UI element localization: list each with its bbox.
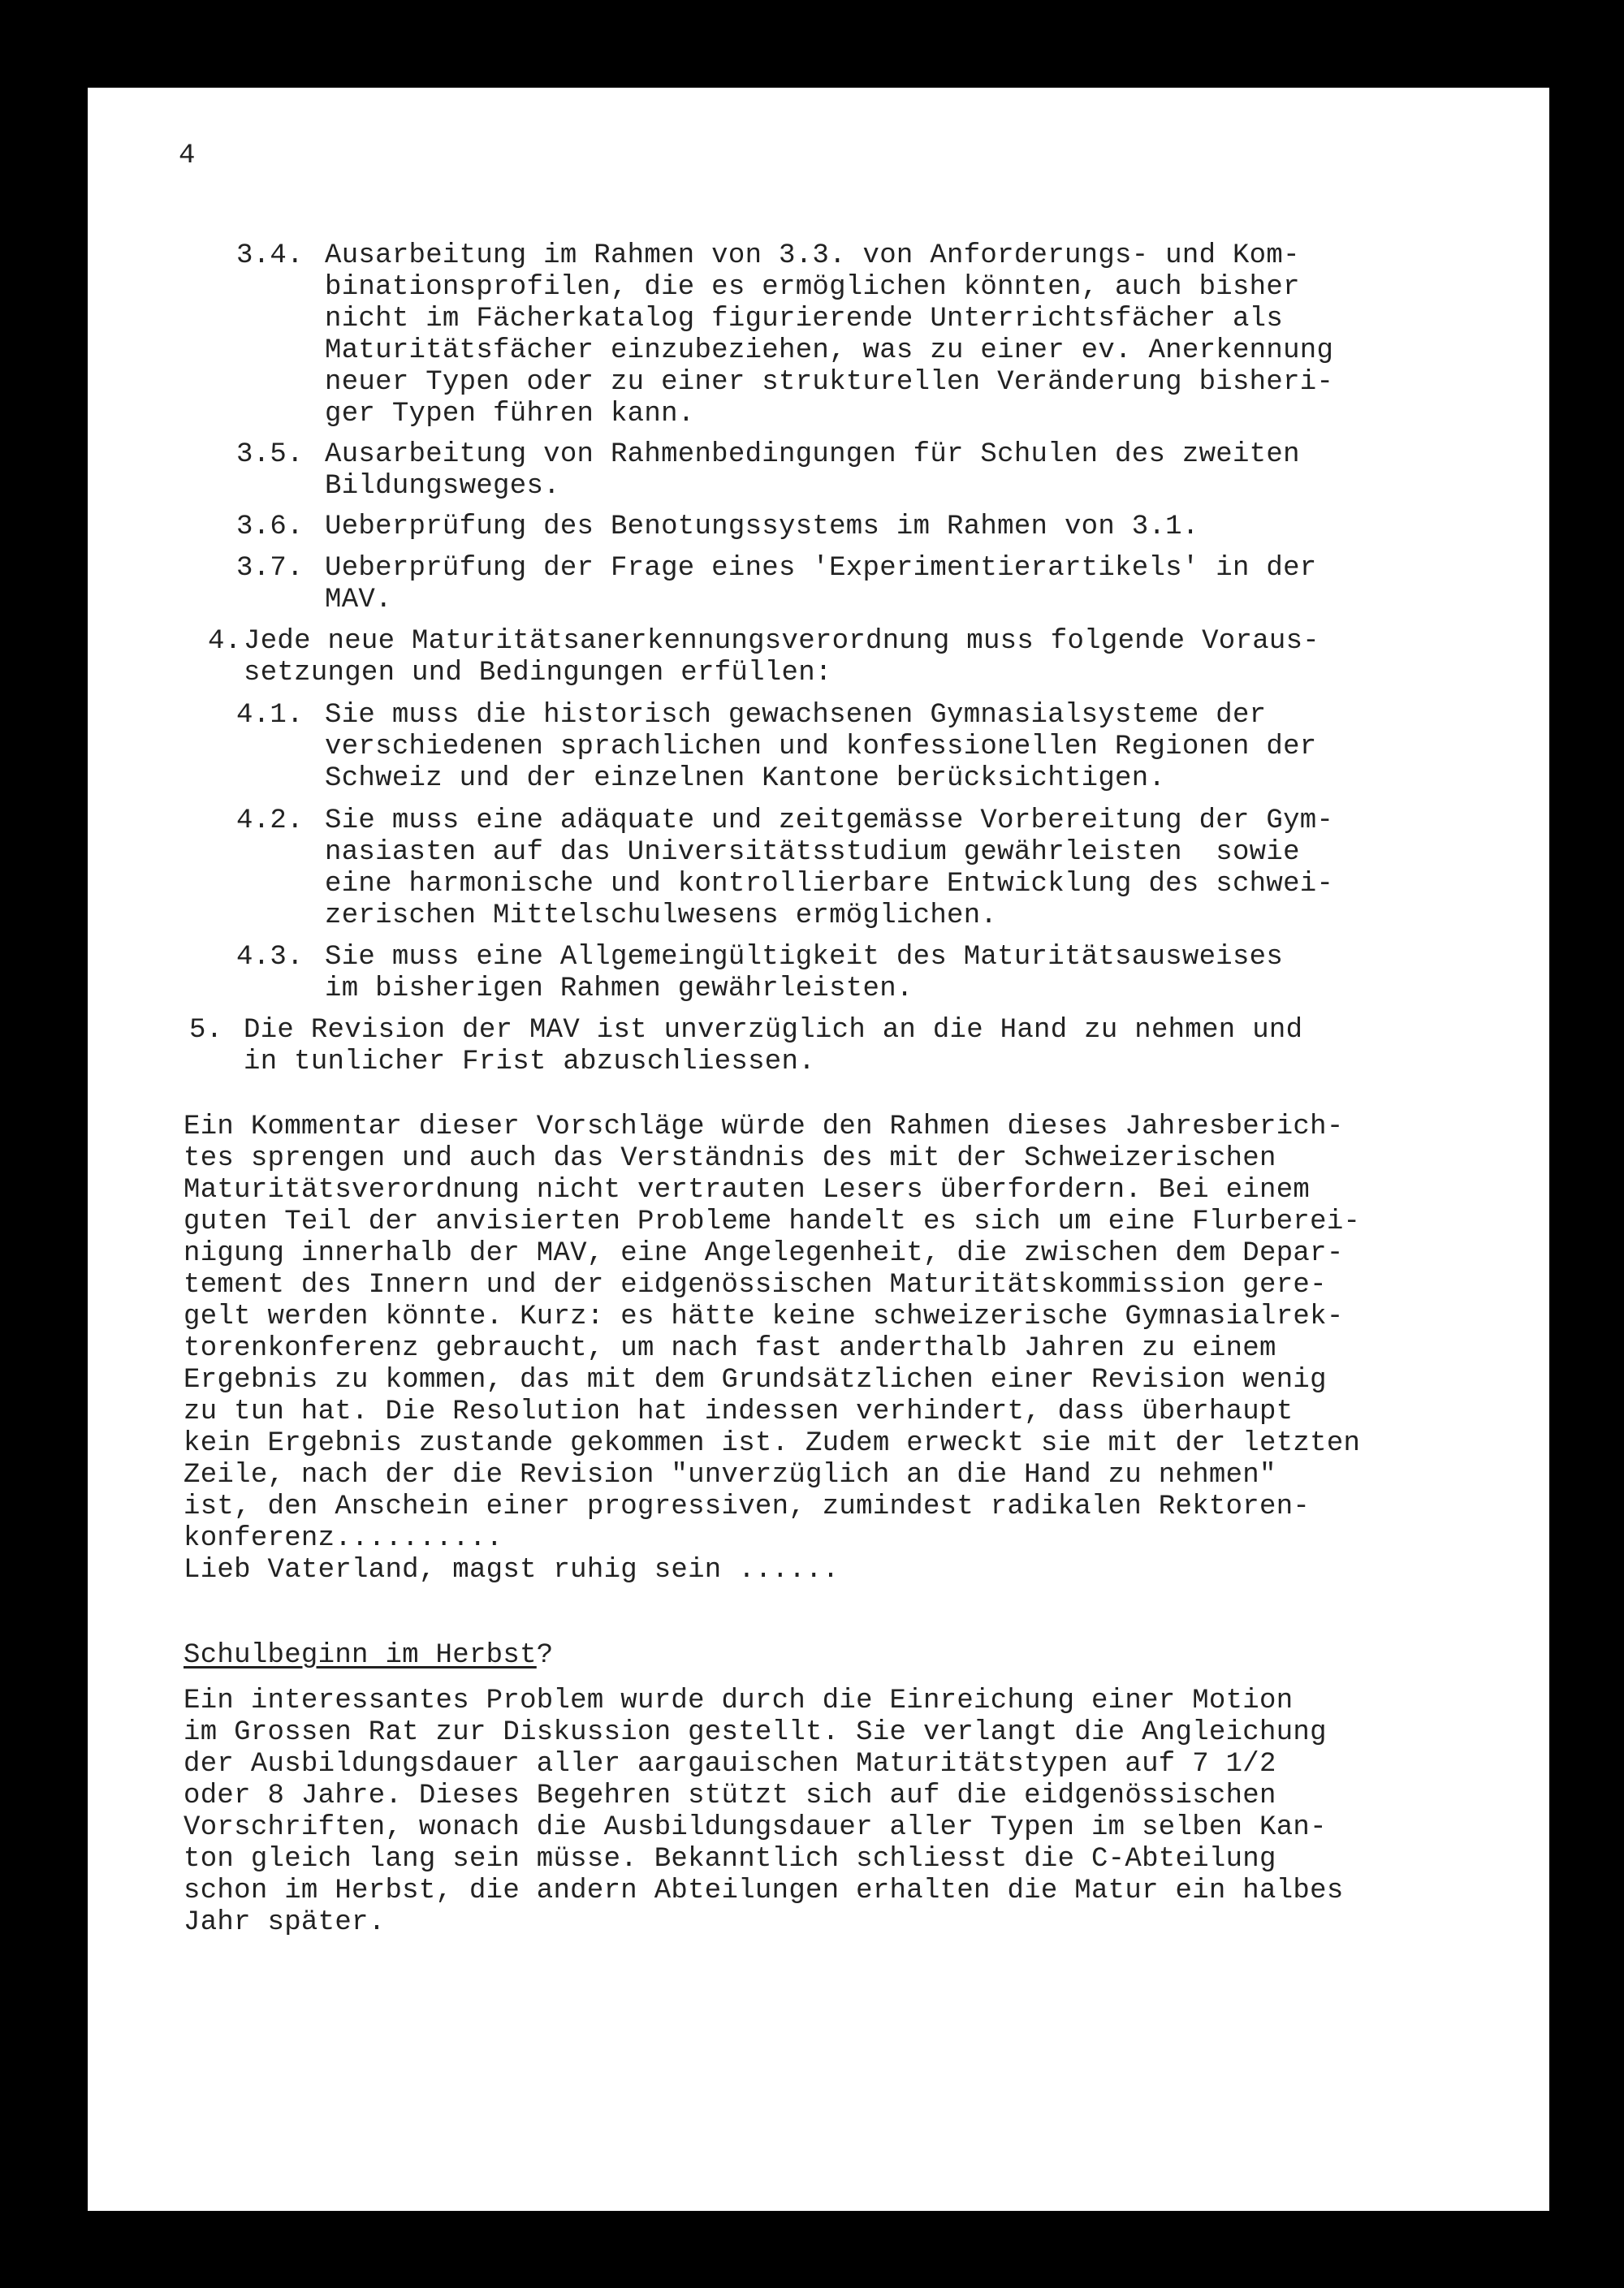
item-text-line: MAV. — [325, 585, 392, 615]
paragraph-line: guten Teil der anvisierten Probleme handelt es sich um eine Flurberei- — [184, 1207, 1361, 1237]
paragraph-line: Lieb Vaterland, magst ruhig sein ...... — [184, 1555, 840, 1586]
item-text-line: binationsprofilen, die es ermöglichen könnten, auch bisher — [325, 272, 1300, 303]
item-text-line: eine harmonische und kontrollierbare Entwicklung des schwei- — [325, 869, 1334, 900]
item-text-line: Ausarbeitung im Rahmen von 3.3. von Anforderungs- und Kom- — [325, 240, 1300, 271]
item-text-line: ger Typen führen kann. — [325, 399, 695, 430]
item-number: 3.4. — [236, 240, 304, 271]
paragraph-line: Ein interessantes Problem wurde durch die Einreichung einer Motion — [184, 1686, 1294, 1716]
paragraph-line: tement des Innern und der eidgenössischen Maturitätskommission gere- — [184, 1270, 1327, 1301]
paragraph-line: gelt werden könnte. Kurz: es hätte keine schweizerische Gymnasialrek- — [184, 1302, 1344, 1332]
paragraph-line: im Grossen Rat zur Diskussion gestellt. Sie verlangt die Angleichung — [184, 1717, 1327, 1748]
item-text-line: setzungen und Bedingungen erfüllen: — [244, 658, 832, 689]
item-number: 3.6. — [236, 512, 304, 542]
item-text-line: zerischen Mittelschulwesens ermöglichen. — [325, 900, 998, 931]
item-text-line: neuer Typen oder zu einer strukturellen Veränderung bisheri- — [325, 367, 1334, 398]
item-text-line: Ueberprüfung des Benotungssystems im Rahmen von 3.1. — [325, 512, 1199, 542]
paragraph-line: torenkonferenz gebraucht, um nach fast anderthalb Jahren zu einem — [184, 1333, 1276, 1364]
item-number: 4.3. — [236, 942, 304, 973]
paragraph-line: kein Ergebnis zustande gekommen ist. Zudem erweckt sie mit der letzten — [184, 1428, 1361, 1459]
item-number: 4.2. — [236, 805, 304, 836]
paragraph-line: Zeile, nach der die Revision "unverzüglich an die Hand zu nehmen" — [184, 1460, 1276, 1491]
item-number: 5. — [189, 1015, 223, 1046]
paragraph-line: schon im Herbst, die andern Abteilungen erhalten die Matur ein halbes — [184, 1876, 1344, 1906]
item-text-line: Die Revision der MAV ist unverzüglich an die Hand zu nehmen und — [244, 1015, 1303, 1046]
item-text-line: nasiasten auf das Universitätsstudium gewährleisten sowie — [325, 837, 1300, 868]
section-heading-mark: ? — [536, 1640, 554, 1671]
document-page — [88, 88, 1549, 2211]
paragraph-line: oder 8 Jahre. Dieses Begehren stützt sich auf die eidgenössischen — [184, 1781, 1276, 1811]
item-text-line: in tunlicher Frist abzuschliessen. — [244, 1047, 815, 1077]
paragraph-line: Jahr später. — [184, 1907, 386, 1938]
item-text-line: Sie muss die historisch gewachsenen Gymnasialsysteme der — [325, 700, 1267, 731]
page-number: 4 — [179, 140, 196, 171]
item-text-line: verschiedenen sprachlichen und konfessionellen Regionen der — [325, 732, 1317, 762]
paragraph-line: Ein Kommentar dieser Vorschläge würde den Rahmen dieses Jahresberich- — [184, 1112, 1344, 1142]
item-text-line: Jede neue Maturitätsanerkennungsverordnung muss folgende Voraus- — [244, 626, 1320, 657]
paragraph-line: Maturitätsverordnung nicht vertrauten Lesers überfordern. Bei einem — [184, 1175, 1311, 1206]
paragraph-line: konferenz.......... — [184, 1523, 503, 1554]
item-text-line: Bildungsweges. — [325, 471, 560, 502]
item-text-line: Schweiz und der einzelnen Kantone berücksichtigen. — [325, 763, 1166, 794]
section-heading-text: Schulbeginn im Herbst — [184, 1640, 537, 1671]
item-number: 4. — [208, 626, 242, 657]
section-heading — [184, 1640, 554, 1671]
item-number: 3.5. — [236, 439, 304, 470]
item-text-line: nicht im Fächerkatalog figurierende Unterrichtsfächer als — [325, 304, 1284, 335]
item-text-line: Sie muss eine adäquate und zeitgemässe Vorbereitung der Gym- — [325, 805, 1334, 836]
paragraph-line: ton gleich lang sein müsse. Bekanntlich schliesst die C-Abteilung — [184, 1844, 1276, 1875]
paragraph-line: ist, den Anschein einer progressiven, zumindest radikalen Rektoren- — [184, 1492, 1311, 1522]
item-number: 3.7. — [236, 553, 304, 584]
paragraph-line: zu tun hat. Die Resolution hat indessen verhindert, dass überhaupt — [184, 1397, 1294, 1427]
item-text-line: Maturitätsfächer einzubeziehen, was zu einer ev. Anerkennung — [325, 335, 1334, 366]
item-text-line: Sie muss eine Allgemeingültigkeit des Maturitätsausweises — [325, 942, 1284, 973]
paragraph-line: Ergebnis zu kommen, das mit dem Grundsätzlichen einer Revision wenig — [184, 1365, 1327, 1396]
item-number: 4.1. — [236, 700, 304, 731]
paragraph-line: Vorschriften, wonach die Ausbildungsdauer aller Typen im selben Kan- — [184, 1812, 1327, 1843]
item-text-line: Ueberprüfung der Frage eines 'Experimentierartikels' in der — [325, 553, 1317, 584]
item-text-line: im bisherigen Rahmen gewährleisten. — [325, 973, 914, 1004]
paragraph-line: nigung innerhalb der MAV, eine Angelegenheit, die zwischen dem Depar- — [184, 1238, 1344, 1269]
paragraph-line: der Ausbildungsdauer aller aargauischen Maturitätstypen auf 7 1/2 — [184, 1749, 1276, 1780]
item-text-line: Ausarbeitung von Rahmenbedingungen für Schulen des zweiten — [325, 439, 1300, 470]
paragraph-line: tes sprengen und auch das Verständnis des mit der Schweizerischen — [184, 1143, 1276, 1174]
